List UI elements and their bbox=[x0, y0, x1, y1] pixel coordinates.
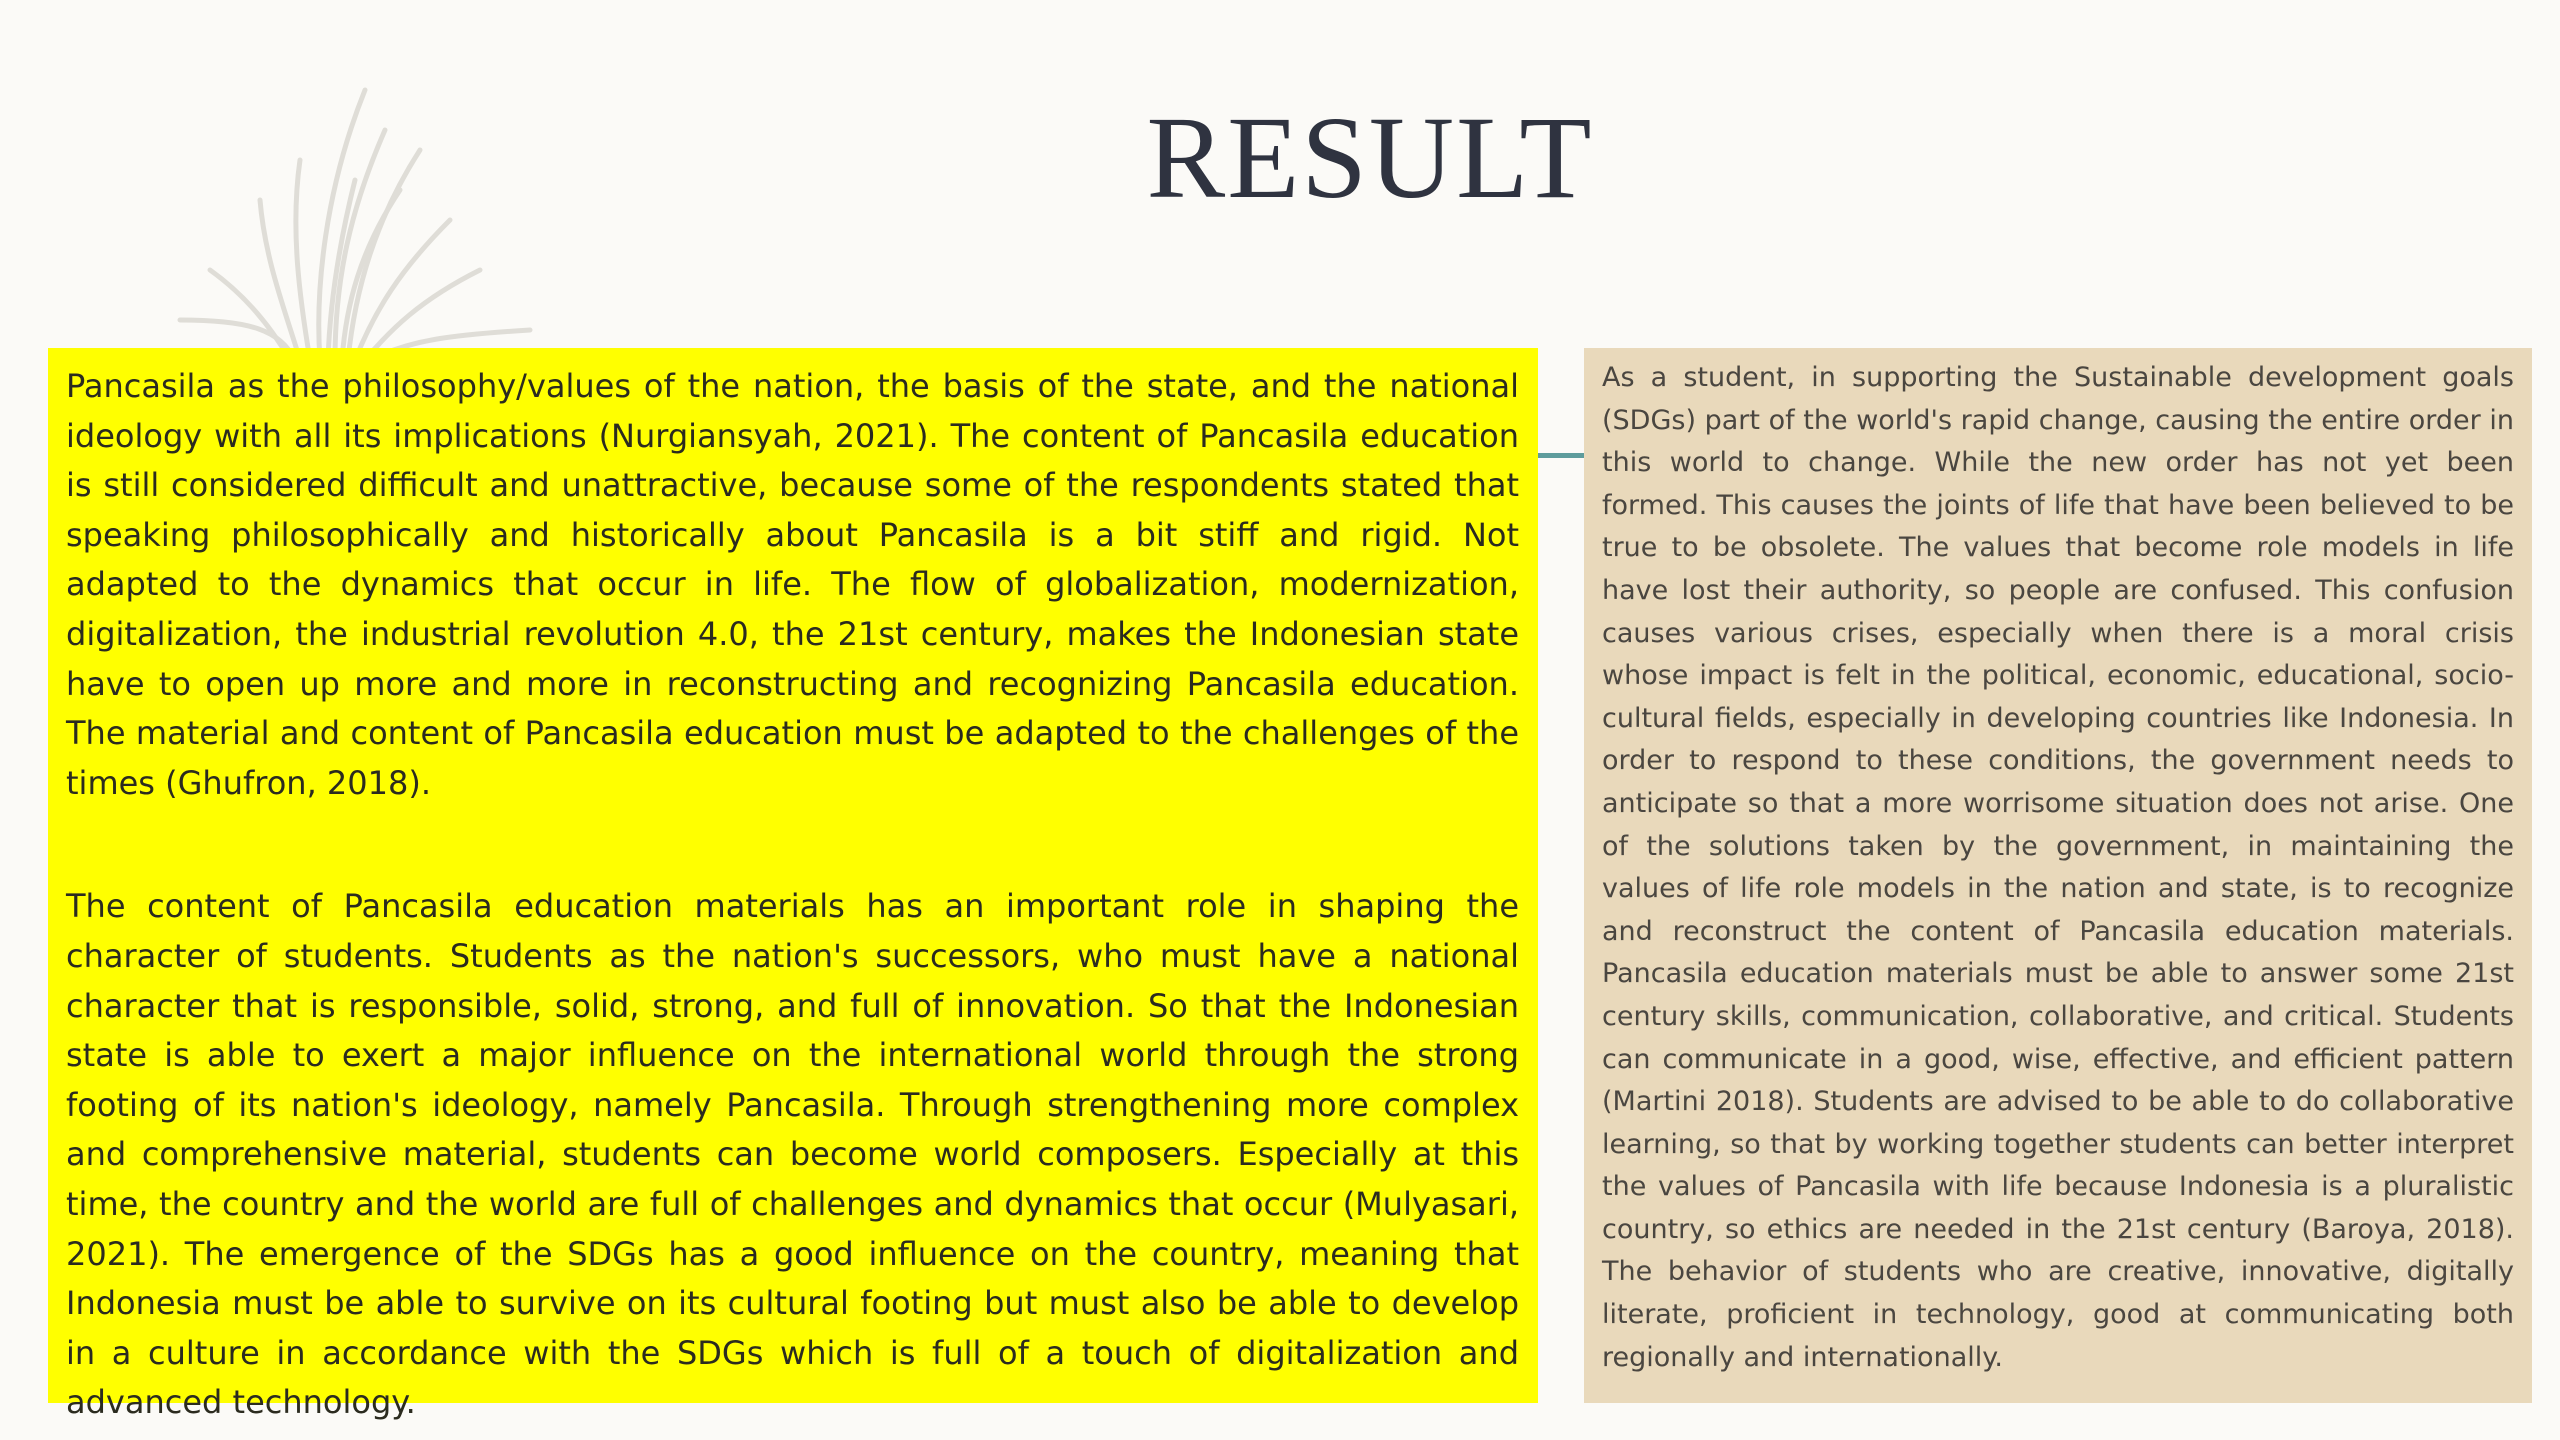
left-paragraph-1: Pancasila as the philosophy/values of the nation, the basis of the state, and the national ideology with all its implications (Nurgiansyah, 2021). The content of Pancasila education is still considered difficult and unattractive, because some of the respondents stated that speaking philosophically and historically about Pancasila is a bit stiff and rigid. Not adapted to the dynamics that occur in life. The flow of globalization, modernization, digitalization, the industrial revolution 4.0, the 21st century, makes the Indonesian state have to open up more and more in reconstructing and recognizing Pancasila education. The material and content of Pancasila education must be adapted to the challenges of the times (Ghufron, 2018). bbox=[66, 367, 1519, 802]
connector-line bbox=[1538, 453, 1588, 458]
right-text-panel bbox=[1584, 348, 2532, 1403]
left-paragraph-2: The content of Pancasila education materials has an important role in shaping the character of students. Students as the nation's successors, who must have a national character that is responsible, solid, strong, and full of innovation. So that the Indonesian state is able to exert a major influence on the international world through the strong footing of its nation's ideology, namely Pancasila. Through strengthening more complex and comprehensive material, students can become world composers. Especially at this time, the country and the world are full of challenges and dynamics that occur (Mulyasari, 2021). The emergence of the SDGs has a good influence on the country, meaning that Indonesia must be able to survive on its cultural footing but must also be able to develop in a culture in accordance with the SDGs which is full of a touch of digitalization and advanced technology. bbox=[66, 887, 1519, 1422]
page-title: RESULT bbox=[1146, 92, 1594, 223]
right-paragraph-1: As a student, in supporting the Sustainable development goals (SDGs) part of the world's rapid change, causing the entire order in this world to change. While the new order has not yet been formed. This causes the joints of life that have been believed to be true to be obsolete. The values that become role models in life have lost their authority, so people are confused. This confusion causes various crises, especially when there is a moral crisis whose impact is felt in the political, economic, educational, socio-cultural fields, especially in developing countries like Indonesia. In order to respond to these conditions, the government needs to anticipate so that a more worrisome situation does not arise. One of the solutions taken by the government, in maintaining the values of life role models in the nation and state, is to recognize and reconstruct the content of Pancasila education materials. Pancasila education materials must be able to answer some 21st century skills, communication, collaborative, and critical. Students can communicate in a good, wise, effective, and efficient pattern (Martini 2018). Students are advised to be able to do collaborative learning, so that by working together students can better interpret the values of Pancasila with life because Indonesia is a pluralistic country, so ethics are needed in the 21st century (Baroya, 2018). The behavior of students who are creative, innovative, digitally literate, proficient in technology, good at communicating both regionally and internationally. bbox=[1602, 362, 2514, 1373]
palm-leaf-icon bbox=[150, 70, 570, 360]
left-text-panel bbox=[48, 348, 1538, 1422]
